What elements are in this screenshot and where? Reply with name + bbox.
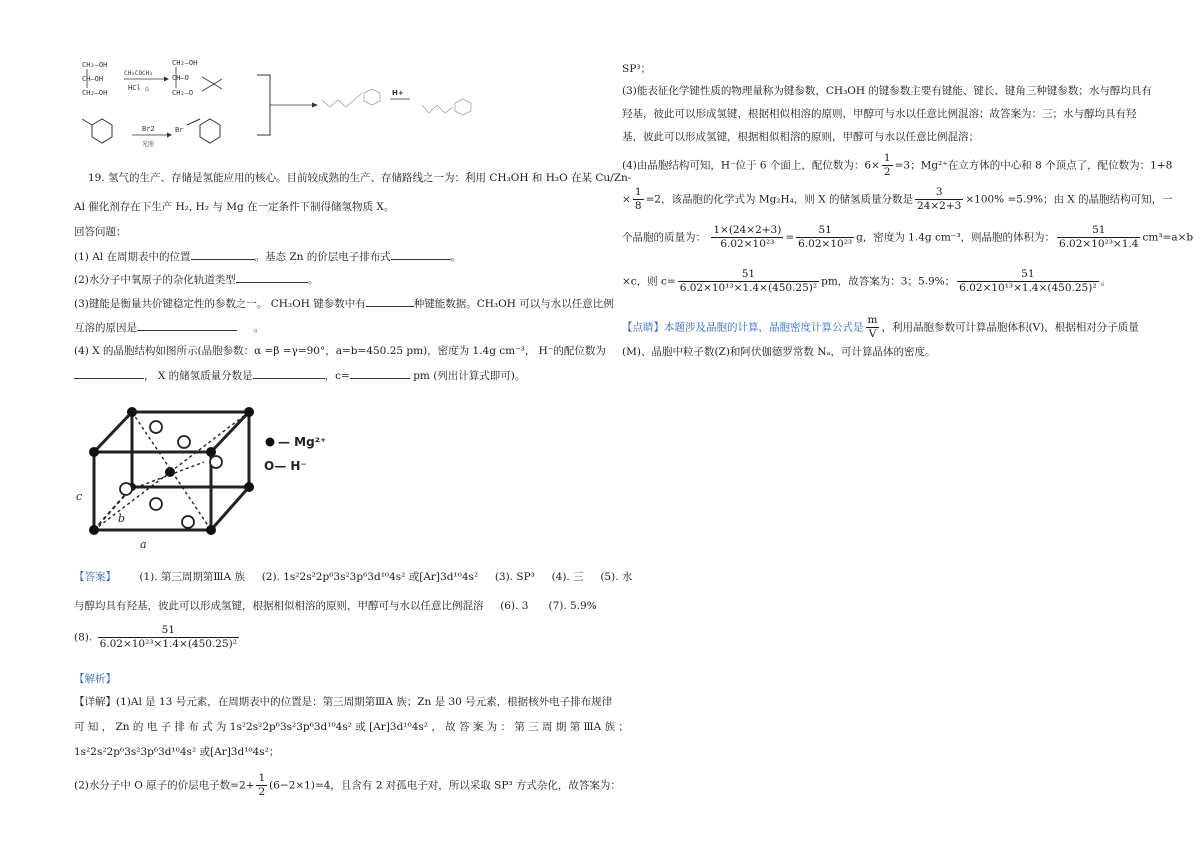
detail-line-3: 1s²2s²2p⁶3s²3p⁶3d¹⁰4s² 或[Ar]3d¹⁰4s²； <box>74 746 280 758</box>
question-19-line-3: 回答问题： <box>74 226 127 238</box>
q3-blank-2[interactable] <box>137 320 237 331</box>
reaction-scheme <box>72 55 412 150</box>
detail-line-2: 可 知 ， Zn 的 电 子 排 布 式 为 1s²2s²2p⁶3s²3p⁶3d¹⁰4s² 或 [Ar]3d¹⁰4s² ， 故 答 案 为 ： 第 三 周 期 第 ⅢA 族 ； <box>74 721 629 733</box>
reagent-acetone: CH₃COCH₃ <box>124 70 153 77</box>
question-19-line-1: 19. 氢气的生产、存储是氢能应用的核心。目前较成熟的生产、存储路线之一为：利用 CH₃OH 和 H₂O 在某 Cu/Zn- <box>88 172 632 184</box>
glycerol-line-3: CH₂—OH <box>82 89 108 97</box>
q4-text-d: pm (列出计算式即可)。 <box>413 370 526 382</box>
frac-c-num: 51 <box>678 268 819 282</box>
half-num: 1 <box>258 772 266 784</box>
r6b: g，密度为 1.4g cm⁻³，则晶胞的体积为： <box>856 231 1056 244</box>
detail-4a: (2)水分子中 O 原子的价层电子数=2+ <box>74 779 255 792</box>
question-4 <box>74 344 606 358</box>
answer-line-3 <box>74 624 241 651</box>
legend-mg: — Mg²⁺ <box>278 435 327 449</box>
q1-text-a: (1) Al 在周期表中的位置 <box>74 251 191 263</box>
r6c: cm³=a×b <box>1142 231 1194 244</box>
q4-text-a: (4) X 的晶胞结构如图所示(晶胞参数：α =β =γ=90°，a=b=450.25 pm)，密度为 1.4g cm⁻³， H⁻的配位数为 <box>74 345 606 357</box>
frac-mass-num: 3 <box>915 186 963 200</box>
axis-label-c: c <box>76 490 83 503</box>
question-1 <box>74 249 461 264</box>
answer-5-cont: 与醇均具有羟基，彼此可以形成氢键，根据相似相溶的原则，甲醇可与水以任意比例混溶 <box>74 600 484 612</box>
analysis-tag: 【解析】 <box>74 673 116 685</box>
q1-blank-1[interactable] <box>191 249 255 260</box>
half-den: 2 <box>258 786 266 798</box>
right-line-0: SP³； <box>622 63 651 75</box>
question-3 <box>74 296 614 311</box>
r7a: ×c，则 c= <box>622 275 676 288</box>
right-line-1: (3)能表征化学键性质的物理量称为键参数，CH₃OH 的键参数主要有键能、键长、键角三种键参数；水与醇均具有 <box>622 85 1152 97</box>
final-product-structure <box>417 85 497 125</box>
answer-7: (7). 5.9% <box>548 600 597 612</box>
frac-c2-num: 51 <box>957 268 1098 282</box>
right-line-3: 基，彼此可以形成氢键，根据相似相溶的原则，甲醇可与水以任意比例混溶； <box>622 131 979 143</box>
frac-half <box>882 152 893 179</box>
r7b: pm，故答案为：3；5.9%； <box>821 275 956 288</box>
frac-cell-mass-num: 1×(24×2+3) <box>713 224 782 236</box>
q2-blank[interactable] <box>236 272 308 283</box>
frac-half-den: 2 <box>883 166 891 178</box>
frac-volume-den: 6.02×10²³×1.4 <box>1059 238 1139 250</box>
question-2 <box>74 272 318 287</box>
axis-label-a: a <box>140 538 147 550</box>
detail-line-1: 【详解】(1)Al 是 13 号元素，在周期表中的位置是：第三周期第ⅢA 族；Zn 是 30 号元素，根据核外电子排布规律 <box>74 696 613 708</box>
answer-8-fraction <box>98 624 239 651</box>
answer-6: (6). 3 <box>500 600 529 612</box>
q3-text-d: 。 <box>253 322 265 334</box>
answer-3: (3). SP³ <box>494 571 535 583</box>
q4-blank-1[interactable] <box>74 368 144 379</box>
r8a: 【点睛】本题涉及晶胞的计算，晶胞密度计算公式是 <box>622 321 864 334</box>
frac-cell-mass <box>711 224 783 251</box>
frac-mv-num: m <box>867 314 878 326</box>
frac-c-den: 6.02×10¹³×1.4×(450.25)² <box>679 282 818 294</box>
q4-blank-3[interactable] <box>350 368 410 379</box>
frac-volume <box>1057 224 1140 251</box>
half-fraction <box>256 772 267 799</box>
question-3-cont <box>74 320 264 335</box>
right-line-9: (M)、晶胞中粒子数(Z)和阿伏伽德罗常数 Nₐ，可计算晶体的密度。 <box>622 346 936 358</box>
axis-label-b: b <box>118 512 126 525</box>
frac-mass-den: 24×2+3 <box>917 200 962 212</box>
right-line-7 <box>622 268 1111 295</box>
fraction-denominator: 6.02×10²³×1.4×(450.25)² <box>99 638 237 650</box>
r6a: 个晶胞的质量为： <box>622 231 706 244</box>
frac-c2 <box>957 268 1098 295</box>
question-4-cont <box>74 368 525 383</box>
legend-mg-dot <box>266 438 275 447</box>
q1-text-b: 。基态 Zn 的价层电子排布式 <box>254 251 391 263</box>
answer-2: (2). 1s²2s²2p⁶3s²3p⁶3d¹⁰4s² 或[Ar]3d¹⁰4s² <box>261 571 479 583</box>
r8b: ，利用晶胞参数可计算晶胞体积(V)，根据相对分子质量 <box>881 321 1139 334</box>
r5b: =2，该晶胞的化学式为 Mg₂H₄，则 X 的储氢质量分数是 <box>645 193 914 206</box>
acetal-line-3: CH₂—O <box>172 89 194 97</box>
answer-line-1 <box>74 570 632 584</box>
reagent-br2: Br2 <box>142 125 155 133</box>
answer-tag: 【答案】 <box>74 571 116 583</box>
frac-volume-num: 51 <box>1057 224 1140 238</box>
q3-text-a: (3)键能是衡量共价键稳定性的参数之一。 CH₃OH 键参数中有 <box>74 298 366 310</box>
q3-text-c: 互溶的原因是 <box>74 322 137 334</box>
right-line-8 <box>622 314 1139 341</box>
right-line-2: 羟基，彼此可以形成氢键，根据相似相溶的原则，甲醇可与水以任意比例混溶；故答案为：三；水与醇均具有羟 <box>622 108 1137 120</box>
q2-text-a: (2)水分子中氧原子的杂化轨道类型 <box>74 274 236 286</box>
glycerol-line-2: CH—OH <box>82 75 104 83</box>
r6eq: = <box>785 231 795 244</box>
detail-line-4 <box>74 772 621 799</box>
question-19-line-2: Al 催化剂存在下生产 H₂, H₂ 与 Mg 在一定条件下制得储氢物质 X。 <box>74 201 395 213</box>
frac-51-num: 51 <box>796 224 854 238</box>
answer-8: (8). <box>74 631 93 644</box>
frac-51-den: 6.02×10²³ <box>798 238 853 250</box>
legend-h: O— H⁻ <box>264 459 307 473</box>
fraction-numerator: 51 <box>98 624 239 638</box>
benzyl-ring <box>200 119 220 143</box>
r7c: 。 <box>1100 275 1112 288</box>
br-label: Br <box>175 126 184 134</box>
r5c: ×100% =5.9%；由 X 的晶胞结构可知，一 <box>965 193 1173 206</box>
right-line-6 <box>622 224 1193 251</box>
right-line-5 <box>622 186 1173 213</box>
product-structure <box>322 89 380 107</box>
glycerol-line-1: CH₂—OH <box>82 61 108 69</box>
frac-mass <box>915 186 963 213</box>
q2-text-b: 。 <box>307 274 319 286</box>
r4a: (4)由晶胞结构可知，H⁻位于 6 个面上，配位数为：6× <box>622 159 880 172</box>
q1-blank-2[interactable] <box>391 249 451 260</box>
crystal-cell-figure <box>74 402 374 550</box>
answer-1: (1). 第三周期第ⅢA 族 <box>139 571 245 583</box>
acetal-line-1: CH₂—OH <box>172 59 198 67</box>
right-line-4 <box>622 152 1172 179</box>
q1-text-c: 。 <box>450 251 462 263</box>
frac-c <box>678 268 819 295</box>
answer-5: (5). 水 <box>600 571 633 583</box>
q3-text-b: 种键能数据。CH₃OH 可以与水以任意比例 <box>413 298 614 310</box>
condition-light: 光照 <box>142 141 155 148</box>
q4-blank-2[interactable] <box>253 368 325 379</box>
frac-eighth-den: 8 <box>634 200 642 212</box>
frac-c2-den: 6.02×10¹³×1.4×(450.25)² <box>959 282 1097 294</box>
r5a: × <box>622 193 631 206</box>
acetal-line-2: CH—O <box>172 74 189 82</box>
q4-text-b: ， X 的储氢质量分数是 <box>144 370 253 382</box>
q4-text-c: ，c= <box>324 370 350 382</box>
r4b: =3；Mg²⁺在立方体的中心和 8 个顶点了，配位数为：1+8 <box>894 159 1173 172</box>
q3-blank-1[interactable] <box>366 296 414 307</box>
frac-half-num: 1 <box>883 152 891 164</box>
frac-mv-den: V <box>868 328 877 340</box>
answer-4: (4). 三 <box>551 571 584 583</box>
frac-mv <box>866 314 880 341</box>
detail-4b: (6−2×1)=4，且含有 2 对孤电子对，所以采取 SP³ 方式杂化，故答案为： <box>269 779 621 792</box>
h-plus-label: H+ <box>392 89 404 97</box>
condition-hcl: HCl △ <box>128 84 150 92</box>
frac-eighth-num: 1 <box>634 186 642 198</box>
frac-eighth <box>633 186 644 213</box>
toluene-ring <box>92 119 112 143</box>
frac-51 <box>796 224 854 251</box>
answer-line-2 <box>74 599 597 613</box>
frac-cell-mass-den: 6.02×10²³ <box>720 238 775 250</box>
